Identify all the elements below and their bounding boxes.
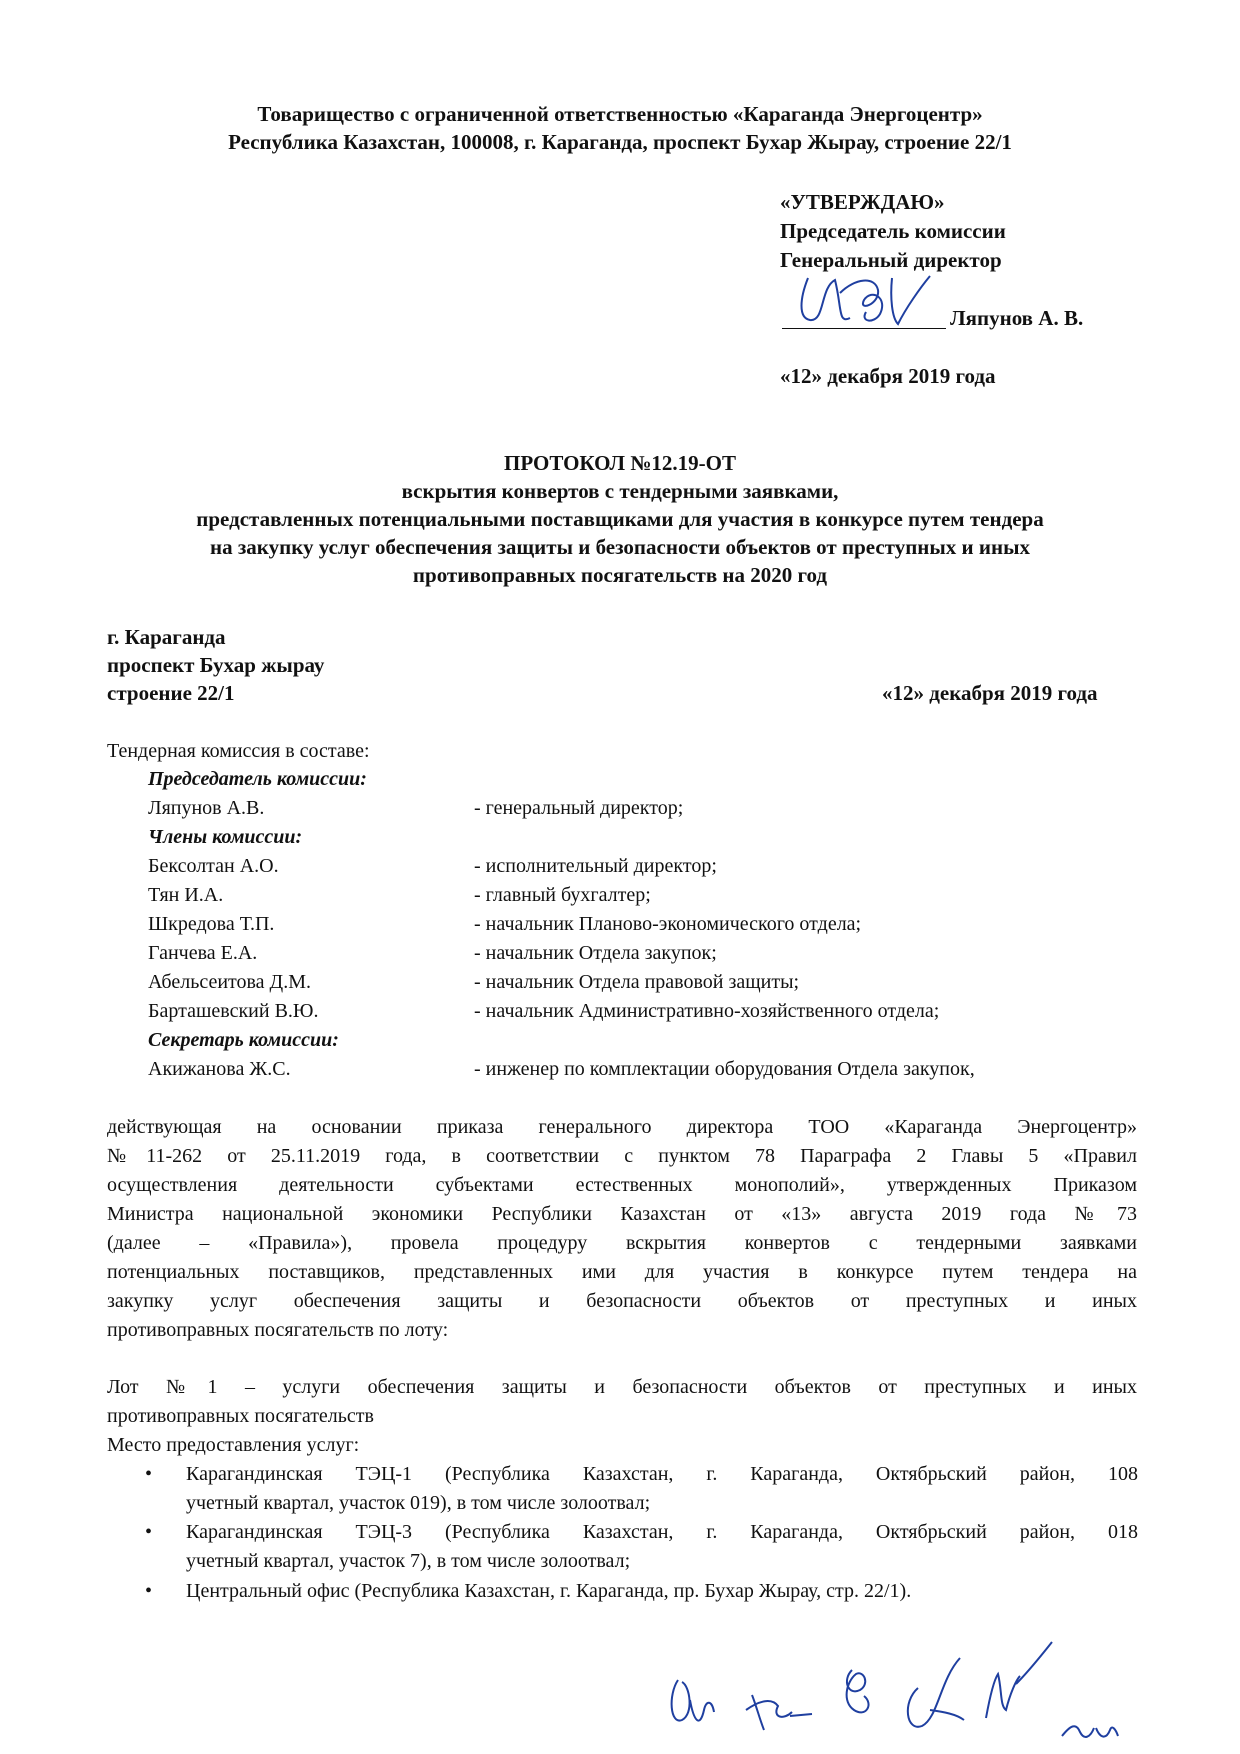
bullet-marker: • [145, 1580, 153, 1602]
protocol-subtitle-line: представленных потенциальными поставщиками для участия в конкурсе путем тендера [196, 507, 1044, 531]
bullet-line: учетный квартал, участок 7), в том числе золоотвал; [186, 1550, 631, 1572]
member-name: Абельсеитова Д.М. [148, 971, 311, 993]
member-position: - начальник Отдела правовой защиты; [474, 971, 800, 993]
member-name: Тян И.А. [148, 884, 224, 906]
protocol-date: «12» декабря 2019 года [882, 681, 1098, 705]
member-position: - начальник Планово-экономического отдела; [474, 913, 862, 935]
commission-intro: Тендерная комиссия в составе: [107, 740, 370, 762]
bullet-line: Карагандинская ТЭЦ-3 (Республика Казахстан, г. Караганда, Октябрьский район, 018 [186, 1521, 1138, 1543]
paragraph-line: №11-262 от 25.11.2019 года, в соответствии с пунктом 78 Параграфа 2 Главы 5 «Правил [107, 1145, 1137, 1167]
bullet-line: Карагандинская ТЭЦ-1 (Республика Казахстан, г. Караганда, Октябрьский район, 108 [186, 1463, 1138, 1485]
approval-heading: «УТВЕРЖДАЮ» [780, 190, 945, 214]
approval-date: «12» декабря 2019 года [780, 364, 996, 388]
commission-initials-signatures [660, 1640, 1160, 1750]
member-position: - исполнительный директор; [474, 855, 717, 877]
member-name: Ляпунов А.В. [148, 797, 265, 819]
paragraph-line: действующая на основании приказа генерального директора ТОО «Караганда Энергоцентр» [107, 1116, 1137, 1138]
members-label: Члены комиссии: [148, 826, 303, 848]
member-position: - инженер по комплектации оборудования Отдела закупок, [474, 1058, 975, 1080]
director-signature [780, 268, 950, 338]
paragraph-line: закупку услуг обеспечения защиты и безопасности объектов от преступных и иных [107, 1290, 1137, 1312]
lot-line: Лот №1 – услуги обеспечения защиты и безопасности объектов от преступных и иных [107, 1376, 1137, 1398]
secretary-label: Секретарь комиссии: [148, 1029, 339, 1051]
paragraph-line: (далее – «Правила»), провела процедуру вскрытия конвертов с тендерными заявками [107, 1232, 1137, 1254]
protocol-subtitle-line: противоправных посягательств на 2020 год [412, 563, 828, 587]
paragraph-line: противоправных посягательств по лоту: [107, 1319, 449, 1341]
bullet-line: Центральный офис (Республика Казахстан, г. Караганда, пр. Бухар Жырау, стр. 22/1). [186, 1580, 912, 1602]
company-name: Товарищество с ограниченной ответственностью «Караганда Энергоцентр» [257, 102, 983, 126]
member-position: - начальник Административно-хозяйственного отдела; [474, 1000, 940, 1022]
service-place-label: Место предоставления услуг: [107, 1434, 360, 1456]
chair-label: Председатель комиссии: [148, 768, 367, 790]
member-name: Шкредова Т.П. [148, 913, 275, 935]
bullet-line: учетный квартал, участок 019), в том числе золоотвал; [186, 1492, 651, 1514]
lot-line: противоправных посягательств [107, 1405, 374, 1427]
company-address: Республика Казахстан, 100008, г. Караганда, проспект Бухар Жырау, строение 22/1 [228, 130, 1012, 154]
member-position: - главный бухгалтер; [474, 884, 651, 906]
member-name: Барташевский В.Ю. [148, 1000, 319, 1022]
member-name: Бексолтан А.О. [148, 855, 279, 877]
protocol-subtitle-line: на закупку услуг обеспечения защиты и безопасности объектов от преступных и иных [210, 535, 1030, 559]
member-position: - начальник Отдела закупок; [474, 942, 717, 964]
place-street: проспект Бухар жырау [107, 653, 325, 677]
paragraph-line: потенциальных поставщиков, представленных ими для участия в конкурсе путем тендера на [107, 1261, 1137, 1283]
protocol-title: ПРОТОКОЛ №12.19-ОТ [503, 451, 736, 475]
place-city: г. Караганда [107, 625, 226, 649]
bullet-marker: • [145, 1463, 153, 1485]
approval-signer: Ляпунов А. В. [950, 306, 1084, 330]
member-name: Ганчева Е.А. [148, 942, 258, 964]
protocol-subtitle-line: вскрытия конвертов с тендерными заявками, [401, 479, 839, 503]
paragraph-line: Министра национальной экономики Республики Казахстан от «13» августа 2019 года №73 [107, 1203, 1137, 1225]
bullet-marker: • [145, 1521, 153, 1543]
approval-title-chair: Председатель комиссии [780, 219, 1006, 243]
place-building: строение 22/1 [107, 681, 235, 705]
member-name: Акижанова Ж.С. [148, 1058, 291, 1080]
approval-title-director: Генеральный директор [780, 248, 1002, 272]
paragraph-line: осуществления деятельности субъектами естественных монополий», утвержденных Приказом [107, 1174, 1137, 1196]
member-position: - генеральный директор; [474, 797, 684, 819]
